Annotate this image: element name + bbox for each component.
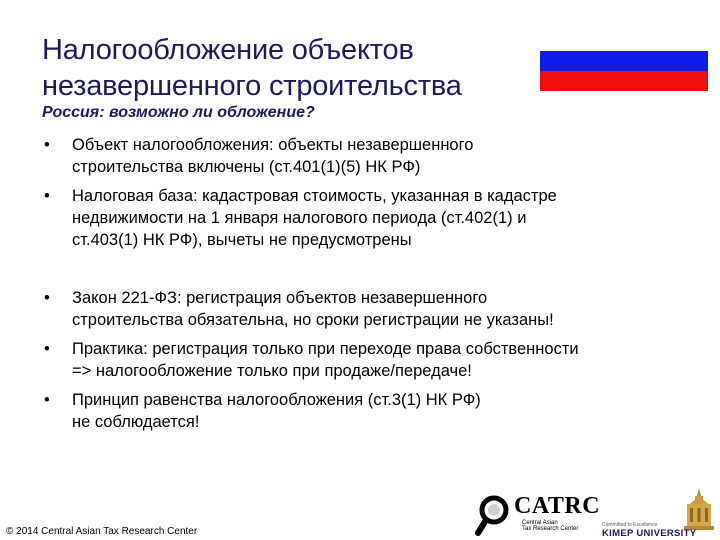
bullet-item-tax-object bbox=[42, 134, 702, 178]
bullet-line: Налоговая база: кадастровая стоимость, указанная в кадастре bbox=[72, 187, 557, 205]
bullet-dot: • bbox=[44, 187, 50, 205]
russian-flag-icon bbox=[540, 31, 708, 91]
kimep-logo-tagline: Committed to Excellence bbox=[602, 522, 658, 528]
bullet-dot: • bbox=[44, 340, 50, 358]
catrc-logo-subtitle-line: Tax Research Center bbox=[522, 526, 579, 532]
bullet-line: Принцип равенства налогообложения (ст.3(1) НК РФ) bbox=[72, 391, 481, 409]
bullet-line: => налогообложение только при продаже/передаче! bbox=[72, 362, 472, 380]
bullet-line: недвижимости на 1 января налогового периода (ст.402(1) и bbox=[72, 209, 527, 227]
bullet-line: Практика: регистрация только при переходе права собственности bbox=[72, 340, 579, 358]
catrc-logo-name: CATRC bbox=[514, 493, 601, 519]
bullet-dot: • bbox=[44, 289, 50, 307]
catrc-logo bbox=[474, 493, 601, 537]
kimep-logo bbox=[600, 486, 718, 540]
bullet-line: строительства включены (ст.401(1)(5) НК РФ) bbox=[72, 158, 421, 176]
bullet-dot: • bbox=[44, 136, 50, 154]
bullet-line: Объект налогообложения: объекты незавершенного bbox=[72, 136, 474, 154]
bullet-item-tax-base bbox=[42, 185, 702, 251]
footer-copyright: © 2014 Central Asian Tax Research Center bbox=[6, 526, 198, 537]
slide-subtitle: Россия: возможно ли обложение? bbox=[42, 104, 315, 121]
flag-stripe-white bbox=[540, 31, 708, 51]
bullet-line: ст.403(1) НК РФ), вычеты не предусмотрены bbox=[72, 231, 412, 249]
bullet-line: строительства обязательна, но сроки регистрации не указаны! bbox=[72, 311, 554, 329]
bullet-item-equality-principle bbox=[42, 389, 702, 433]
flag-stripe-blue bbox=[540, 51, 708, 71]
bullet-item-law-221 bbox=[42, 287, 702, 331]
flag-stripe-red bbox=[540, 71, 708, 91]
slide-title bbox=[42, 32, 532, 104]
catrc-logo-subtitle bbox=[522, 520, 578, 532]
bullet-item-practice bbox=[42, 338, 702, 382]
kimep-logo-name: KIMEP UNIVERSITY bbox=[602, 528, 697, 539]
bullet-list bbox=[42, 134, 702, 433]
catrc-logo-subtitle-line: Central Asian bbox=[522, 520, 558, 526]
bullet-line: Закон 221-ФЗ: регистрация объектов незавершенного bbox=[72, 289, 488, 307]
bullet-line: не соблюдается! bbox=[72, 413, 200, 431]
slide-title-line-2: незавершенного строительства bbox=[42, 70, 462, 102]
bullet-dot: • bbox=[44, 391, 50, 409]
slide-title-line-1: Налогообложение объектов bbox=[42, 34, 414, 66]
